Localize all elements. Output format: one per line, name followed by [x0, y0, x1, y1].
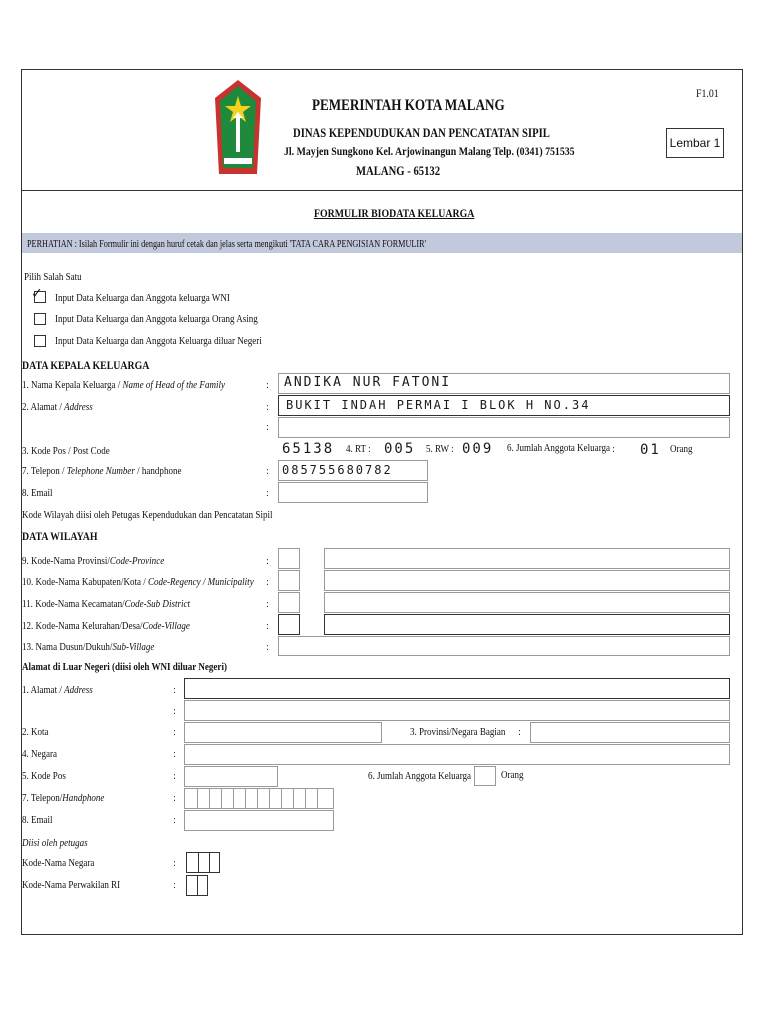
district-code-field[interactable] — [278, 592, 300, 613]
abroad-city-label: 2. Kota — [22, 726, 49, 738]
rw-label: 5. RW : — [426, 443, 454, 455]
abroad-members-unit: Orang — [501, 769, 524, 781]
email-label: 8. Email — [22, 487, 53, 499]
abroad-city-field[interactable] — [184, 722, 382, 743]
abroad-province-label: 3. Provinsi/Negara Bagian — [410, 726, 506, 738]
section-head-of-family: DATA KEPALA KELUARGA — [22, 358, 150, 372]
abroad-members-label: 6. Jumlah Anggota Keluarga — [368, 770, 472, 782]
subvillage-label: 13. Nama Dusun/Dukuh/Sub-Village — [22, 641, 155, 653]
abroad-postcode-field[interactable] — [184, 766, 278, 787]
header-department: DINAS KEPENDUDUKAN DAN PENCATATAN SIPIL — [293, 125, 550, 140]
province-label: 9. Kode-Nama Provinsi/Code-Province — [22, 555, 165, 567]
header-address: Jl. Mayjen Sungkono Kel. Arjowinangun Malang Telp. (0341) 751535 — [284, 144, 575, 158]
malang-crest-icon — [213, 78, 263, 178]
village-label: 12. Kode-Nama Kelurahan/Desa/Code-Village — [22, 620, 190, 632]
header-city: MALANG - 65132 — [356, 163, 441, 178]
notice-text: PERHATIAN : Isilah Formulir ini dengan huruf cetak dan jelas serta mengikuti 'TATA CARA PENGISIAN FORMULIR' — [27, 239, 427, 250]
header-government: PEMERINTAH KOTA MALANG — [312, 97, 505, 114]
rep-code-label: Kode-Nama Perwakilan RI — [22, 879, 121, 891]
officer-note: Diisi oleh petugas — [22, 837, 88, 849]
section-abroad: Alamat di Luar Negeri (diisi oleh WNI diluar Negeri) — [22, 661, 227, 673]
checkmark-icon: ✓ — [32, 283, 44, 302]
village-name-field[interactable] — [324, 614, 730, 635]
option-abroad-label: Input Data Keluarga dan Anggota Keluarga diluar Negeri — [55, 335, 262, 347]
address-value: BUKIT INDAH PERMAI I BLOK H NO.34 — [286, 398, 591, 412]
abroad-phone-label: 7. Telepon/Handphone — [22, 792, 105, 804]
province-name-field[interactable] — [324, 548, 730, 569]
rt-value: 005 — [384, 441, 416, 457]
abroad-phone-field[interactable] — [184, 788, 334, 809]
rep-code-field[interactable] — [186, 875, 208, 896]
abroad-email-field[interactable] — [184, 810, 334, 831]
regency-label: 10. Kode-Nama Kabupaten/Kota / Code-Regency / Municipality — [22, 576, 254, 588]
abroad-country-field[interactable] — [184, 744, 730, 765]
section-region: DATA WILAYAH — [22, 529, 98, 543]
sheet-badge — [666, 128, 724, 158]
members-unit: Orang — [670, 443, 693, 455]
address-label: 2. Alamat / Address — [22, 401, 93, 413]
option-foreign-checkbox[interactable] — [34, 313, 46, 325]
subvillage-field[interactable] — [278, 636, 730, 656]
head-name-label: 1. Nama Kepala Keluarga / Name of Head of the Family — [22, 379, 225, 391]
rw-value: 009 — [462, 441, 494, 457]
rt-label: 4. RT : — [346, 443, 371, 455]
header-divider — [21, 190, 743, 191]
sheet-label: Lembar 1 — [669, 136, 721, 150]
village-code-field[interactable] — [278, 614, 300, 635]
members-label: 6. Jumlah Anggota Keluarga — [507, 442, 611, 454]
option-wni-label: Input Data Keluarga dan Anggota keluarga WNI — [55, 292, 230, 304]
email-field[interactable] — [278, 482, 428, 503]
phone-label: 7. Telepon / Telephone Number / handphone — [22, 465, 182, 477]
choice-label: Pilih Salah Satu — [24, 271, 82, 283]
district-label: 11. Kode-Nama Kecamatan/Code-Sub District — [22, 598, 190, 610]
abroad-address-label: 1. Alamat / Address — [22, 684, 93, 696]
region-note: Kode Wilayah diisi oleh Petugas Kependudukan dan Pencatatan Sipil — [22, 509, 273, 521]
abroad-province-field[interactable] — [530, 722, 730, 743]
country-code-field[interactable] — [186, 852, 220, 873]
abroad-address-field-line2[interactable] — [184, 700, 730, 721]
postcode-value: 65138 — [282, 441, 335, 457]
members-value: 01 — [640, 442, 661, 458]
abroad-country-label: 4. Negara — [22, 748, 58, 760]
district-name-field[interactable] — [324, 592, 730, 613]
abroad-members-field[interactable] — [474, 766, 496, 786]
regency-code-field[interactable] — [278, 570, 300, 591]
option-abroad-checkbox[interactable] — [34, 335, 46, 347]
abroad-address-field-line1[interactable] — [184, 678, 730, 699]
abroad-postcode-label: 5. Kode Pos — [22, 770, 66, 782]
form-title: FORMULIR BIODATA KELUARGA — [314, 206, 475, 220]
phone-value: 085755680782 — [282, 463, 393, 477]
address-field-line2[interactable] — [278, 417, 730, 438]
option-foreign-label: Input Data Keluarga dan Anggota keluarga Orang Asing — [55, 313, 258, 325]
postcode-label: 3. Kode Pos / Post Code — [22, 445, 110, 457]
province-code-field[interactable] — [278, 548, 300, 569]
form-code: F1.01 — [696, 86, 719, 100]
regency-name-field[interactable] — [324, 570, 730, 591]
country-code-label: Kode-Nama Negara — [22, 857, 95, 869]
head-name-value: ANDIKA NUR FATONI — [284, 375, 452, 390]
abroad-email-label: 8. Email — [22, 814, 53, 826]
